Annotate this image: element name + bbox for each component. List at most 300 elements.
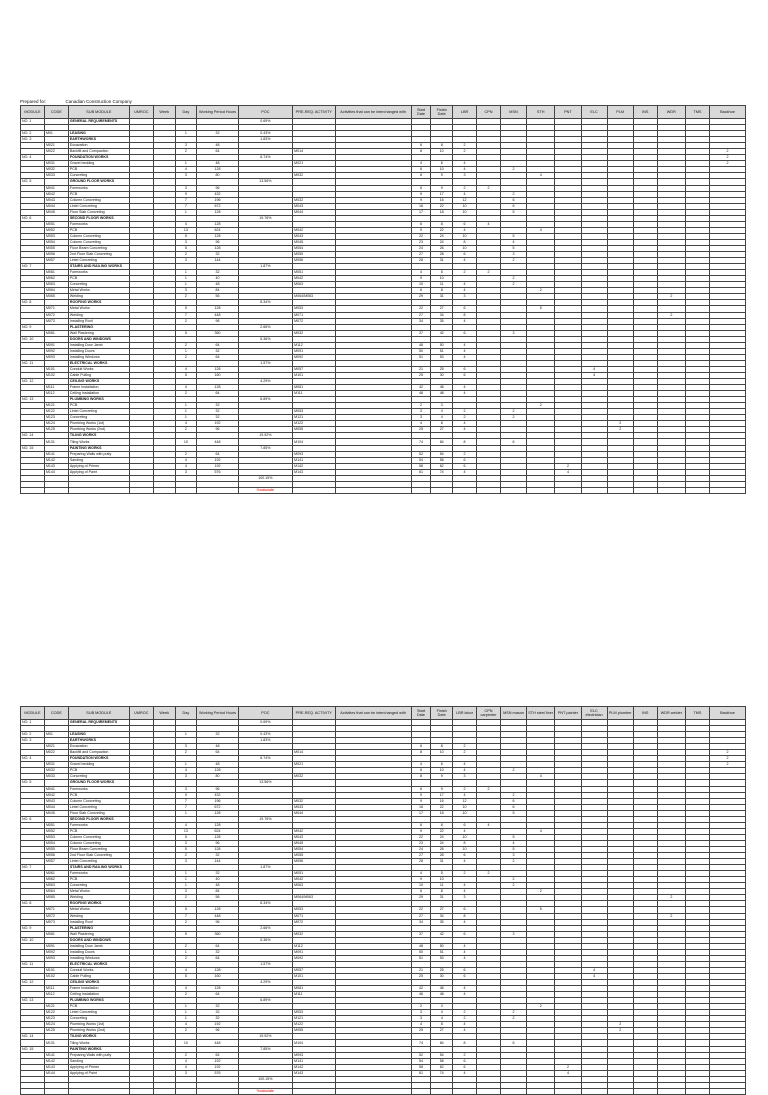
table-cell — [44, 1088, 68, 1094]
table-cell: 74 — [411, 1040, 431, 1046]
table-cell: M141 — [44, 451, 68, 457]
table-cell: SECOND FLOOR WORKS — [68, 215, 129, 221]
table-cell: M093 — [293, 1052, 335, 1058]
table-cell: 4 — [175, 986, 197, 992]
table-cell: 30 — [431, 973, 453, 979]
table-cell: 2 — [175, 451, 197, 457]
table-cell: 2 — [709, 155, 745, 161]
table-cell: Installing Windows — [68, 354, 129, 360]
table-cell: 4 — [431, 1010, 453, 1016]
table-cell: 192 — [197, 1022, 238, 1028]
table-cell: M053 — [293, 409, 335, 415]
table-cell: M055 — [293, 252, 335, 258]
table-cell: 12 — [453, 798, 477, 804]
table-cell: 84 — [197, 288, 238, 294]
table-cell: M056 — [44, 252, 68, 258]
table-cell: M072 — [293, 318, 335, 324]
table-cell: 8 — [453, 1040, 477, 1046]
table-cell: 5 — [175, 330, 197, 336]
table-cell: 448 — [197, 1040, 238, 1046]
table-cell: 2 — [709, 750, 745, 756]
table-cell: 64 — [197, 1052, 238, 1058]
table-cell: 9 — [411, 828, 431, 834]
table-cell: 1 — [175, 409, 197, 415]
table-cell: 3 — [175, 889, 197, 895]
table-cell — [477, 487, 501, 493]
table-cell: 96 — [197, 1028, 238, 1034]
table-cell: 4 — [581, 973, 607, 979]
table-cell: M032 — [44, 768, 68, 774]
table-cell: 1 — [175, 883, 197, 889]
table-cell: 19.92% — [238, 1034, 292, 1040]
table-body — [21, 119, 746, 494]
schedule-table-2 — [20, 706, 746, 1095]
table-cell: NO. 13 — [21, 397, 45, 403]
table-cell: Column Concreting — [68, 239, 129, 245]
column-header: TMS — [685, 707, 709, 720]
table-cell: 31 — [431, 895, 453, 901]
table-cell: 4 — [527, 774, 555, 780]
table-cell: 24 — [431, 233, 453, 239]
table-cell: 6 — [411, 167, 431, 173]
table-cell: 4 — [175, 463, 197, 469]
table-cell: 48 — [197, 744, 238, 750]
table-cell: 2 — [709, 149, 745, 155]
table-cell: 160 — [197, 973, 238, 979]
table-cell: 8 — [431, 288, 453, 294]
table-cell: 32 — [197, 415, 238, 421]
table-body — [21, 720, 746, 1095]
table-cell — [657, 1088, 685, 1094]
table-cell: M043 — [293, 804, 335, 810]
table-cell: 3 — [175, 288, 197, 294]
table-cell: NO. 2 — [21, 131, 45, 137]
table-cell: 9 — [431, 786, 453, 792]
table-cell: LEASING — [68, 732, 129, 738]
table-cell: 2 — [175, 354, 197, 360]
table-cell: 6 — [453, 1058, 477, 1064]
table-cell: 2 — [607, 1028, 633, 1034]
table-cell: 3 — [411, 1010, 431, 1016]
table-cell: 1 — [175, 282, 197, 288]
table-cell: 74 — [411, 439, 431, 445]
table-cell: 16 — [411, 203, 431, 209]
table-cell: 6 — [411, 889, 431, 895]
table-cell: 100.15% — [238, 1076, 292, 1082]
table-cell: 2 — [175, 895, 197, 901]
table-cell: 19.76% — [238, 816, 292, 822]
table-cell: 3 — [453, 173, 477, 179]
table-cell: 58 — [431, 457, 453, 463]
column-header: MODULE — [21, 707, 45, 720]
table-cell: 1.57% — [238, 360, 292, 366]
table-cell: Cable Pulling — [68, 973, 129, 979]
table-cell: 96 — [197, 840, 238, 846]
table-cell: 32 — [197, 949, 238, 955]
prepared-for-label: Prepared for: — [20, 99, 47, 104]
table-cell: 9 — [175, 191, 197, 197]
table-cell: Excavation — [68, 744, 129, 750]
table-cell: 4 — [453, 1070, 477, 1076]
table-cell: 54 — [431, 1052, 453, 1058]
table-cell: 2 — [607, 427, 633, 433]
table-cell: 27 — [411, 913, 431, 919]
table-cell — [581, 487, 607, 493]
table-cell: Concreting — [68, 883, 129, 889]
table-cell: 4 — [175, 366, 197, 372]
table-cell: M051 — [293, 871, 335, 877]
table-cell: M053 — [44, 834, 68, 840]
table-cell: 2 — [453, 750, 477, 756]
table-cell: 3 — [411, 415, 431, 421]
table-cell: 28 — [431, 252, 453, 258]
table-cell: 3 — [175, 774, 197, 780]
table-cell: M054 — [44, 840, 68, 846]
table-cell — [685, 1088, 709, 1094]
table-cell: 27 — [411, 312, 431, 318]
table-cell: 16 — [431, 197, 453, 203]
table-cell: 4 — [175, 768, 197, 774]
table-cell: 4 — [175, 421, 197, 427]
table-cell — [607, 487, 633, 493]
table-cell: 64 — [197, 342, 238, 348]
table-cell: 192 — [197, 463, 238, 469]
table-cell: Tiling Works — [68, 1040, 129, 1046]
table-cell: 4 — [453, 282, 477, 288]
table-cell: 31 — [431, 258, 453, 264]
table-cell: 54 — [411, 1058, 431, 1064]
table-cell — [709, 487, 745, 493]
table-cell: Installing Roof — [68, 318, 129, 324]
table-cell: 144 — [197, 859, 238, 865]
table-cell: 4 — [555, 469, 581, 475]
table-cell — [477, 1088, 501, 1094]
table-cell: Tiling Works — [68, 439, 129, 445]
table-cell: 32 — [197, 1016, 238, 1022]
table-cell: M031 — [44, 762, 68, 768]
table-cell: PCB — [68, 877, 129, 883]
table-cell: 6 — [500, 197, 526, 203]
table-cell: Installing Windows — [68, 955, 129, 961]
table-cell: 5 — [175, 846, 197, 852]
table-cell: 22 — [431, 227, 453, 233]
table-cell — [21, 487, 45, 493]
table-cell: 50 — [411, 348, 431, 354]
table-cell: Floor Beam Concreting — [68, 245, 129, 251]
table-cell: NO. 3 — [21, 137, 45, 143]
table-cell: 4 — [453, 1022, 477, 1028]
table-cell: 2 — [500, 768, 526, 774]
table-cell: 22 — [431, 804, 453, 810]
table-cell: 2 — [500, 409, 526, 415]
table-cell: 4 — [453, 828, 477, 834]
table-cell: M144 — [44, 469, 68, 475]
table-cell: GROUND FLOOR WORKS — [68, 780, 129, 786]
table-cell: M131 — [44, 1040, 68, 1046]
table-cell: 1 — [175, 810, 197, 816]
table-cell — [335, 1088, 411, 1094]
table-cell: 3 — [431, 1004, 453, 1010]
table-cell: M143 — [293, 1070, 335, 1076]
table-cell: 34 — [411, 318, 431, 324]
table-cell: M054 — [44, 239, 68, 245]
table-cell: 4 — [175, 1064, 197, 1070]
table-cell: 8 — [453, 840, 477, 846]
table-cell: 58 — [411, 463, 431, 469]
column-header: INS — [633, 707, 657, 720]
table-cell: M142 — [44, 457, 68, 463]
table-cell: 128 — [197, 233, 238, 239]
table-cell: M102 — [44, 973, 68, 979]
table-cell: 0.69% — [238, 119, 292, 125]
table-cell: 4 — [453, 919, 477, 925]
table-cell: 3 — [411, 1016, 431, 1022]
table-cell: GENERAL REQUIREMENTS — [68, 720, 129, 726]
table-cell: M143 — [44, 1064, 68, 1070]
table-cell: 4 — [175, 457, 197, 463]
table-cell: Excavation — [68, 143, 129, 149]
table-cell: Applying of Paint — [68, 469, 129, 475]
table-cell: M111 — [44, 986, 68, 992]
table-cell: 6 — [453, 306, 477, 312]
table-cell: 27 — [431, 427, 453, 433]
table-cell: 2 — [175, 955, 197, 961]
table-cell: PCB — [68, 167, 129, 173]
table-cell — [129, 487, 153, 493]
table-cell: 2 — [175, 992, 197, 998]
table-cell: 128 — [197, 907, 238, 913]
table-cell — [293, 487, 335, 493]
column-header: CODE — [44, 707, 68, 720]
table-cell: 25 — [411, 1028, 431, 1034]
table-cell: 2.66% — [238, 925, 292, 931]
table-cell: 2 — [175, 853, 197, 859]
table-cell: 4 — [411, 161, 431, 167]
table-cell: M033 — [44, 774, 68, 780]
table-cell: PCB — [68, 1004, 129, 1010]
table-cell: M091 — [293, 949, 335, 955]
table-cell: 6.89% — [238, 397, 292, 403]
table-cell: 22 — [411, 907, 431, 913]
table-cell: 448 — [197, 913, 238, 919]
table-cell: 2 — [453, 149, 477, 155]
table-cell: 128 — [197, 209, 238, 215]
table-cell: 25 — [411, 372, 431, 378]
table-cell: M053 — [293, 306, 335, 312]
company-name: Canadian Construction Company — [65, 99, 132, 104]
table-cell: Column Concreting — [68, 798, 129, 804]
table-cell: 4 — [175, 221, 197, 227]
table-cell: NO. 15 — [21, 445, 45, 451]
table-cell: 2 — [500, 883, 526, 889]
table-cell: 80 — [197, 774, 238, 780]
table-cell: 54 — [411, 457, 431, 463]
table-cell: 25 — [411, 973, 431, 979]
table-cell: M045 — [293, 239, 335, 245]
table-cell: M055 — [293, 1028, 335, 1034]
table-cell: 2 — [175, 252, 197, 258]
table-cell: M081 — [293, 385, 335, 391]
table-cell: 4 — [453, 391, 477, 397]
table-cell: 2 — [453, 786, 477, 792]
table-cell: Backfill and Compaction — [68, 750, 129, 756]
table-cell: M045 — [293, 840, 335, 846]
table-cell: 17 — [411, 209, 431, 215]
table-cell: 24 — [431, 834, 453, 840]
table-cell: 5 — [175, 907, 197, 913]
table-cell: 4 — [581, 372, 607, 378]
table-cell — [555, 487, 581, 493]
table-cell: 2 — [411, 403, 431, 409]
table-cell: M051 — [293, 270, 335, 276]
table-cell: Ceiling Installation — [68, 992, 129, 998]
table-cell: 1 — [175, 877, 197, 883]
table-cell: 96 — [197, 919, 238, 925]
table-cell: 64 — [197, 992, 238, 998]
table-cell: 64 — [197, 354, 238, 360]
table-cell: 2 — [500, 859, 526, 865]
table-cell: 84 — [431, 439, 453, 445]
table-cell: M073 — [44, 919, 68, 925]
table-cell: Frame Installation — [68, 986, 129, 992]
table-cell: M061 — [44, 871, 68, 877]
table-cell: M021 — [44, 744, 68, 750]
table-cell: M064/M063 — [293, 895, 335, 901]
table-cell: M122 — [44, 1010, 68, 1016]
table-cell — [175, 487, 197, 493]
table-cell: Lintel Concreting — [68, 859, 129, 865]
table-cell: NO. 14 — [21, 433, 45, 439]
table-cell: 100.15% — [238, 475, 292, 481]
table-cell: Backfill and Compaction — [68, 149, 129, 155]
table-cell: Formworks — [68, 786, 129, 792]
table-cell: 192 — [197, 457, 238, 463]
table-cell: 128 — [197, 846, 238, 852]
table-cell: 96 — [197, 318, 238, 324]
table-cell: M044 — [293, 810, 335, 816]
column-header: Backhoe — [709, 707, 745, 720]
table-cell: NO. 13 — [21, 998, 45, 1004]
table-cell: 6 — [453, 967, 477, 973]
table-cell: 22 — [411, 834, 431, 840]
table-row — [21, 1088, 746, 1094]
table-cell: 48 — [431, 992, 453, 998]
table-cell: 2 — [477, 871, 501, 877]
column-header: POC — [238, 106, 292, 119]
table-cell — [709, 1088, 745, 1094]
table-cell: FOUNDATION WORKS — [68, 756, 129, 762]
table-cell: M044 — [44, 804, 68, 810]
table-cell: 144 — [197, 258, 238, 264]
table-cell: 6 — [453, 822, 477, 828]
table-cell: 58 — [431, 1058, 453, 1064]
table-cell: NO. 7 — [21, 865, 45, 871]
column-header: LBR — [453, 106, 477, 119]
table-cell: M091 — [44, 342, 68, 348]
table-cell: 10 — [431, 276, 453, 282]
table-cell: Column Concreting — [68, 840, 129, 846]
table-cell: M053 — [293, 907, 335, 913]
table-cell: 6 — [411, 221, 431, 227]
table-cell: Floor Slab Concreting — [68, 810, 129, 816]
column-header: Finish Date — [431, 707, 453, 720]
table-cell: 4 — [175, 167, 197, 173]
table-cell: 5 — [500, 233, 526, 239]
table-cell: 10 — [453, 245, 477, 251]
table-cell: 6 — [500, 1040, 526, 1046]
table-cell: NO. 12 — [21, 379, 45, 385]
table-cell: M055 — [293, 853, 335, 859]
table-cell: M142 — [44, 1058, 68, 1064]
table-cell: M01 — [44, 131, 68, 137]
table-cell: 3 — [175, 239, 197, 245]
table-cell: M043 — [44, 798, 68, 804]
table-cell: M131 — [44, 439, 68, 445]
table-cell: 64 — [197, 943, 238, 949]
table-cell: 10 — [431, 877, 453, 883]
table-cell: 42 — [431, 330, 453, 336]
table-cell: 6 — [453, 463, 477, 469]
table-cell: M063 — [293, 883, 335, 889]
table-cell: 2 — [500, 1010, 526, 1016]
table-cell: 40 — [197, 276, 238, 282]
column-header: MSN mason — [500, 707, 526, 720]
table-cell: M054 — [293, 245, 335, 251]
column-header: INS — [633, 106, 657, 119]
table-cell: 56 — [197, 895, 238, 901]
table-cell: Welding — [68, 895, 129, 901]
table-cell: M141 — [293, 457, 335, 463]
table-cell: 3 — [175, 744, 197, 750]
table-cell: M042 — [293, 227, 335, 233]
table-cell: 6 — [500, 804, 526, 810]
table-cell — [411, 1088, 431, 1094]
table-cell: GENERAL REQUIREMENTS — [68, 119, 129, 125]
table-cell: 4 — [453, 955, 477, 961]
table-cell: 32 — [197, 871, 238, 877]
table-cell: 96 — [197, 427, 238, 433]
table-cell: 1 — [175, 270, 197, 276]
table-cell: M121 — [44, 1004, 68, 1010]
table-cell: M041 — [44, 786, 68, 792]
table-cell: 2 — [175, 943, 197, 949]
table-cell: Metal Works — [68, 306, 129, 312]
table-cell: 2 — [709, 756, 745, 762]
table-cell: 9 — [175, 792, 197, 798]
column-header: ELC electrician — [581, 707, 607, 720]
table-cell: 9 — [411, 227, 431, 233]
table-cell: PLUMBING WORKS — [68, 397, 129, 403]
table-cell: 9 — [431, 774, 453, 780]
table-cell: 128 — [197, 385, 238, 391]
column-header: CPN — [477, 106, 501, 119]
table-cell: M143 — [44, 463, 68, 469]
table-cell: NO. 6 — [21, 215, 45, 221]
table-cell: 18 — [431, 810, 453, 816]
table-cell: 8 — [431, 744, 453, 750]
table-cell: NO. 3 — [21, 738, 45, 744]
column-header: Start Date — [411, 106, 431, 119]
table-cell: 4 — [453, 469, 477, 475]
column-header: SUB MODULE — [68, 707, 129, 720]
table-cell: 23 — [411, 239, 431, 245]
table-cell: 6 — [500, 798, 526, 804]
table-cell: 8 — [431, 822, 453, 828]
table-cell: 4 — [431, 409, 453, 415]
table-cell: 10 — [431, 149, 453, 155]
table-cell: 13 — [175, 227, 197, 233]
table-cell: 4 — [477, 822, 501, 828]
